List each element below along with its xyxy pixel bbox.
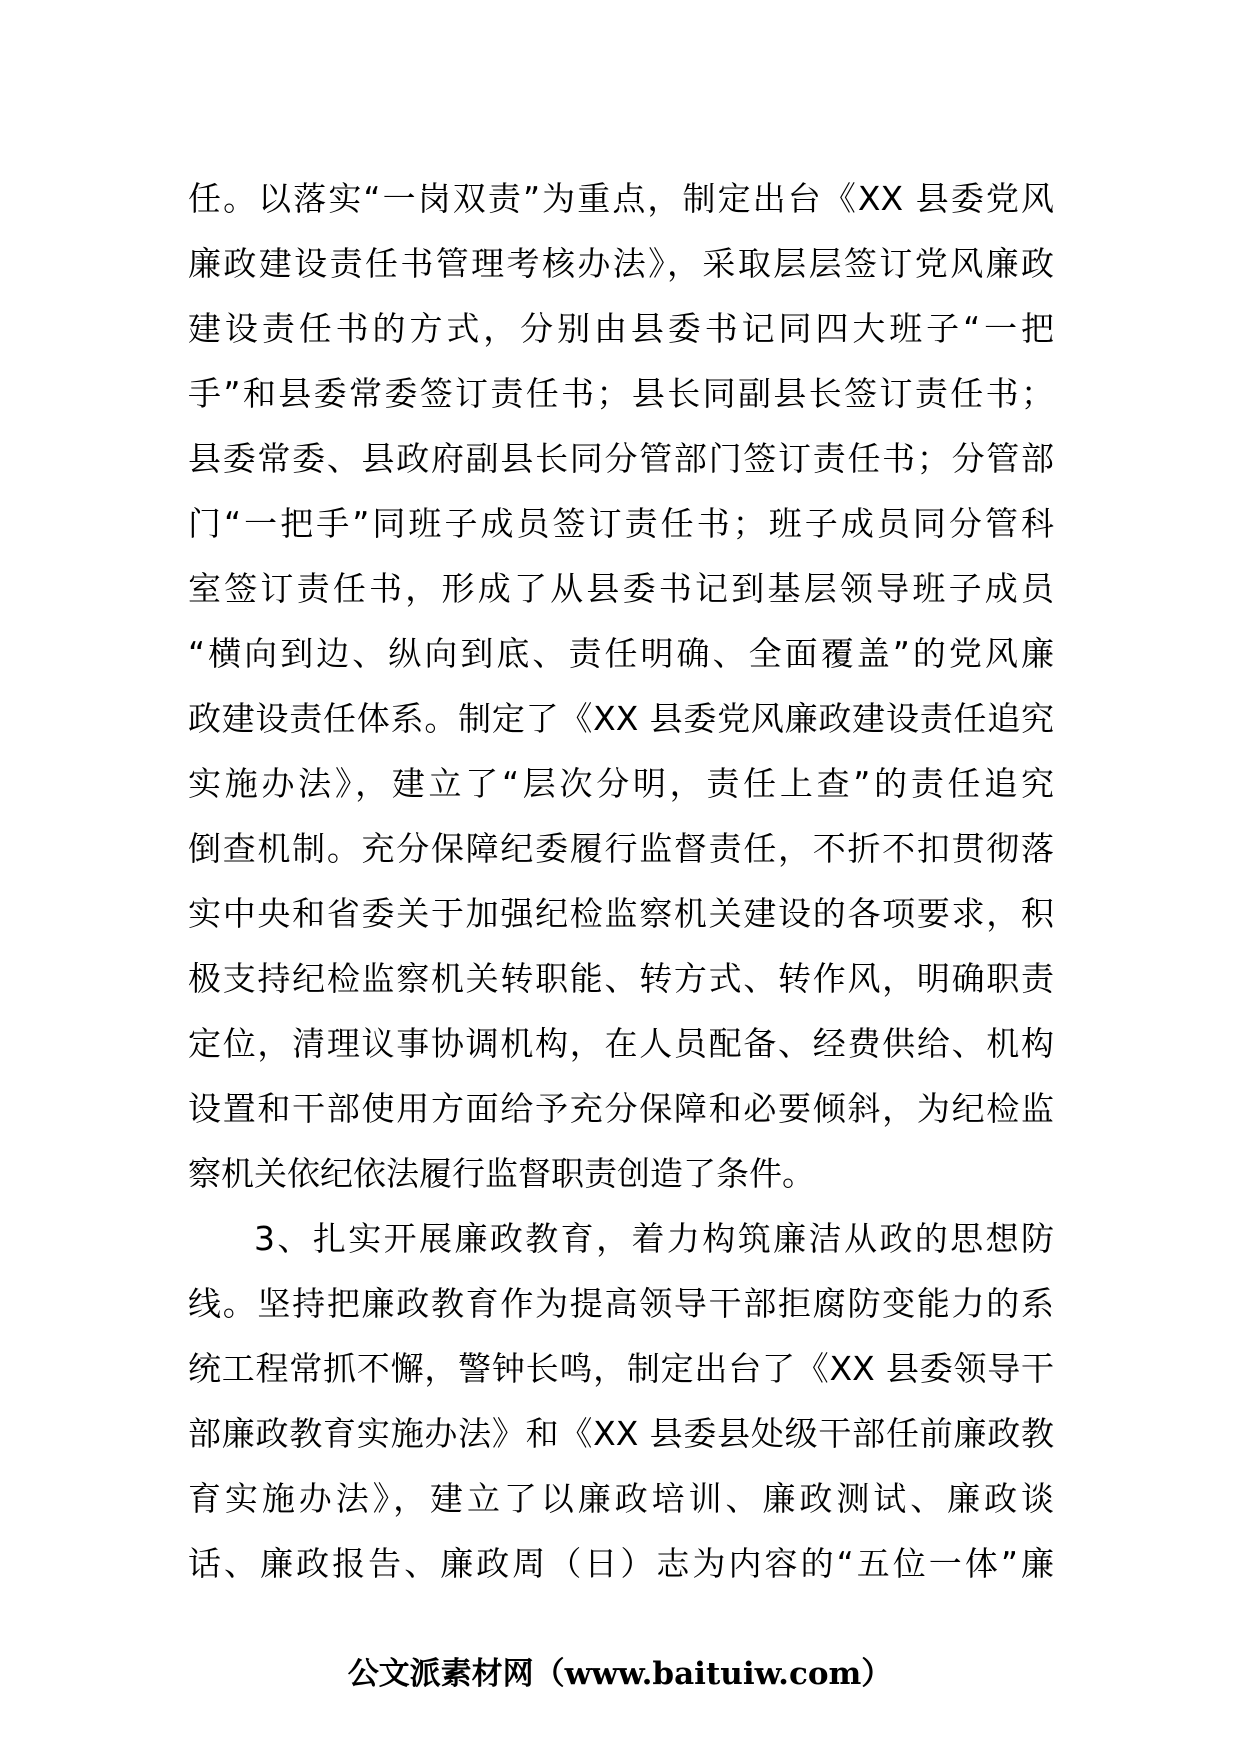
text-line: 极支持纪检监察机关转职能、转方式、转作风，明确职责 <box>188 959 1054 998</box>
footer-watermark: 公文派素材网（www.baituiw.com） <box>347 1656 893 1692</box>
text-line: 倒查机制。充分保障纪委履行监督责任，不折不扣贯彻落 <box>188 829 1054 868</box>
text-line: 育实施办法》，建立了以廉政培训、廉政测试、廉政谈 <box>188 1479 1054 1518</box>
document-body <box>188 166 1054 1596</box>
text-line: 县委常委、县政府副县长同分管部门签订责任书；分管部 <box>188 439 1054 478</box>
text-line: 线。坚持把廉政教育作为提高领导干部拒腐防变能力的系 <box>188 1284 1054 1323</box>
text-line: “横向到边、纵向到底、责任明确、全面覆盖”的党风廉 <box>188 634 1054 673</box>
text-line: 实中央和省委关于加强纪检监察机关建设的各项要求，积 <box>188 894 1054 933</box>
text-line: 任。以落实“一岗双责”为重点，制定出台《XX 县委党风 <box>188 179 1054 218</box>
text-line: 设置和干部使用方面给予充分保障和必要倾斜，为纪检监 <box>188 1089 1054 1128</box>
text-line: 实施办法》，建立了“层次分明，责任上查”的责任追究 <box>188 764 1054 803</box>
text-line: 手”和县委常委签订责任书；县长同副县长签订责任书； <box>188 374 1054 413</box>
text-line: 廉政建设责任书管理考核办法》，采取层层签订党风廉政 <box>188 244 1054 283</box>
text-line: 定位，清理议事协调机构，在人员配备、经费供给、机构 <box>188 1024 1054 1063</box>
text-line: 话、廉政报告、廉政周（日）志为内容的“五位一体”廉 <box>188 1544 1054 1583</box>
section-heading-line: 3、扎实开展廉政教育，着力构筑廉洁从政的思想防 <box>254 1219 1054 1258</box>
text-line: 建设责任书的方式，分别由县委书记同四大班子“一把 <box>188 309 1054 348</box>
text-line: 统工程常抓不懈，警钟长鸣，制定出台了《XX 县委领导干 <box>188 1349 1054 1388</box>
text-line: 门“一把手”同班子成员签订责任书；班子成员同分管科 <box>188 504 1054 543</box>
text-line: 察机关依纪依法履行监督职责创造了条件。 <box>188 1154 815 1193</box>
text-line: 室签订责任书，形成了从县委书记到基层领导班子成员 <box>188 569 1054 608</box>
text-line: 部廉政教育实施办法》和《XX 县委县处级干部任前廉政教 <box>188 1414 1054 1453</box>
text-line: 政建设责任体系。制定了《XX 县委党风廉政建设责任追究 <box>188 699 1054 738</box>
